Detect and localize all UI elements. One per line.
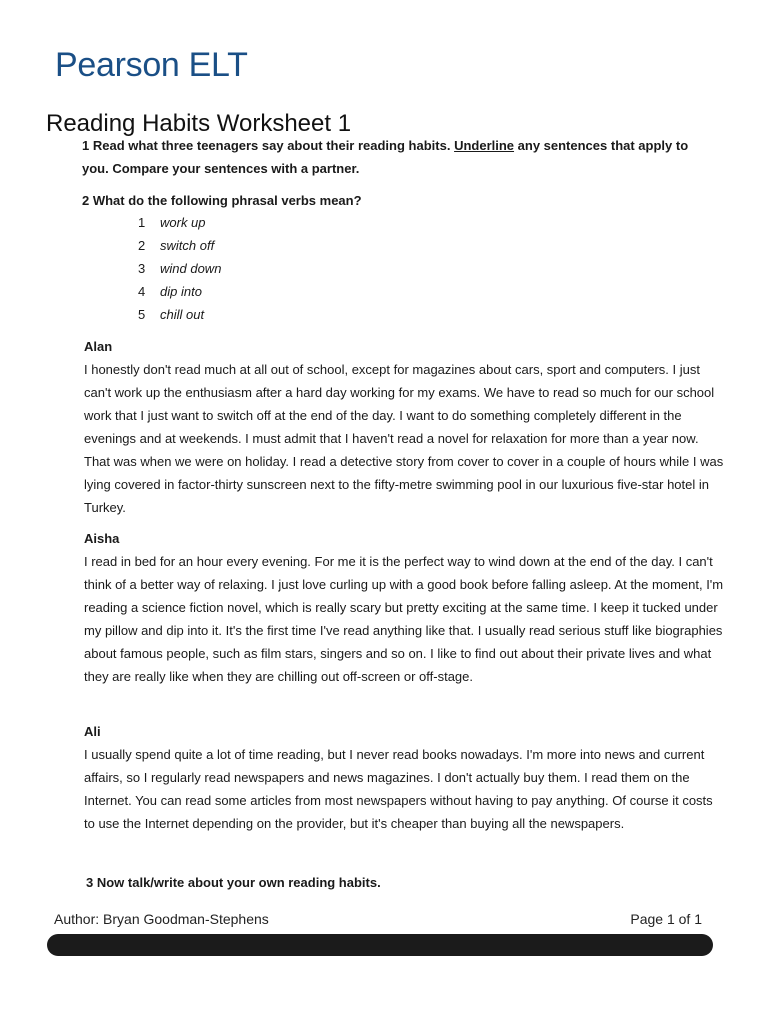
author-credit: Author: Bryan Goodman-Stephens: [54, 911, 269, 927]
text-aisha: [84, 527, 724, 688]
phrasal-verb-list: [138, 211, 221, 326]
footer-bar: [47, 934, 713, 956]
list-item: [138, 280, 221, 303]
publisher-logo: Pearson ELT: [55, 46, 248, 84]
speaker-text: I honestly don't read much at all out of school, except for magazines about cars, sport and computers. I just can't work up the enthusiasm after a hard day working for my exams. We have to read so much for our school work that I just want to switch off at the end of the day. I want to do something completely different in the evenings and at weekends. I must admit that I haven't read a novel for relaxation for more than a year now. That was when we were on holiday. I read a detective story from cover to cover in a couple of hours while I was lying covered in factor-thirty sunscreen next to the fifty-metre swimming pool in our luxurious five-star hotel in Turkey.: [84, 362, 724, 515]
item-number: 2: [138, 238, 146, 253]
speaker-name: Ali: [84, 724, 101, 739]
task-2-heading: 2 What do the following phrasal verbs mean?: [82, 193, 362, 208]
task-1-text-start: 1 Read what three teenagers say about their reading habits.: [82, 138, 455, 153]
phrasal-verb: chill out: [160, 307, 205, 322]
item-number: 1: [138, 215, 146, 230]
page-number: Page 1 of 1: [630, 911, 702, 927]
task-3-heading: 3 Now talk/write about your own reading habits.: [86, 875, 381, 890]
page-footer: [54, 911, 702, 927]
item-number: 3: [138, 261, 146, 276]
task-1-underlined-word: Underline: [454, 138, 515, 153]
text-alan: [84, 335, 724, 519]
speaker-text: I usually spend quite a lot of time reading, but I never read books nowadays. I'm more into news and current affairs, so I regularly read newspapers and news magazines. I don't actually buy them. I read them on the Internet. You can read some articles from most newspapers without having to pay anything. Of course it costs to use the Internet depending on the provider, but it's cheaper than buying all the newspapers.: [84, 747, 713, 831]
task-1-instructions: [82, 134, 702, 180]
list-item: [138, 303, 221, 326]
task-1-text-end: any sentences that apply to you. Compare your sentences with a partner.: [82, 138, 689, 176]
phrasal-verb: dip into: [160, 284, 202, 299]
worksheet-title: Reading Habits Worksheet 1: [46, 110, 352, 137]
item-number: 4: [138, 284, 146, 299]
item-number: 5: [138, 307, 146, 322]
list-item: [138, 234, 221, 257]
phrasal-verb: work up: [160, 215, 206, 230]
text-ali: [84, 720, 724, 835]
speaker-name: Aisha: [84, 531, 120, 546]
list-item: [138, 211, 221, 234]
phrasal-verb: switch off: [160, 238, 215, 253]
phrasal-verb: wind down: [160, 261, 222, 276]
list-item: [138, 257, 221, 280]
speaker-text: I read in bed for an hour every evening. For me it is the perfect way to wind down at the end of the day. I can't think of a better way of relaxing. I just love curling up with a good book before falling asleep. At the moment, I'm reading a science fiction novel, which is really scary but pretty exciting at the same time. I keep it tucked under my pillow and dip into it. It's the first time I've read anything like that. I usually read serious stuff like biographies about famous people, such as film stars, singers and so on. I like to find out about their private lives and what they are really like when they are chilling out off-screen or off-stage.: [84, 554, 724, 684]
speaker-name: Alan: [84, 339, 113, 354]
